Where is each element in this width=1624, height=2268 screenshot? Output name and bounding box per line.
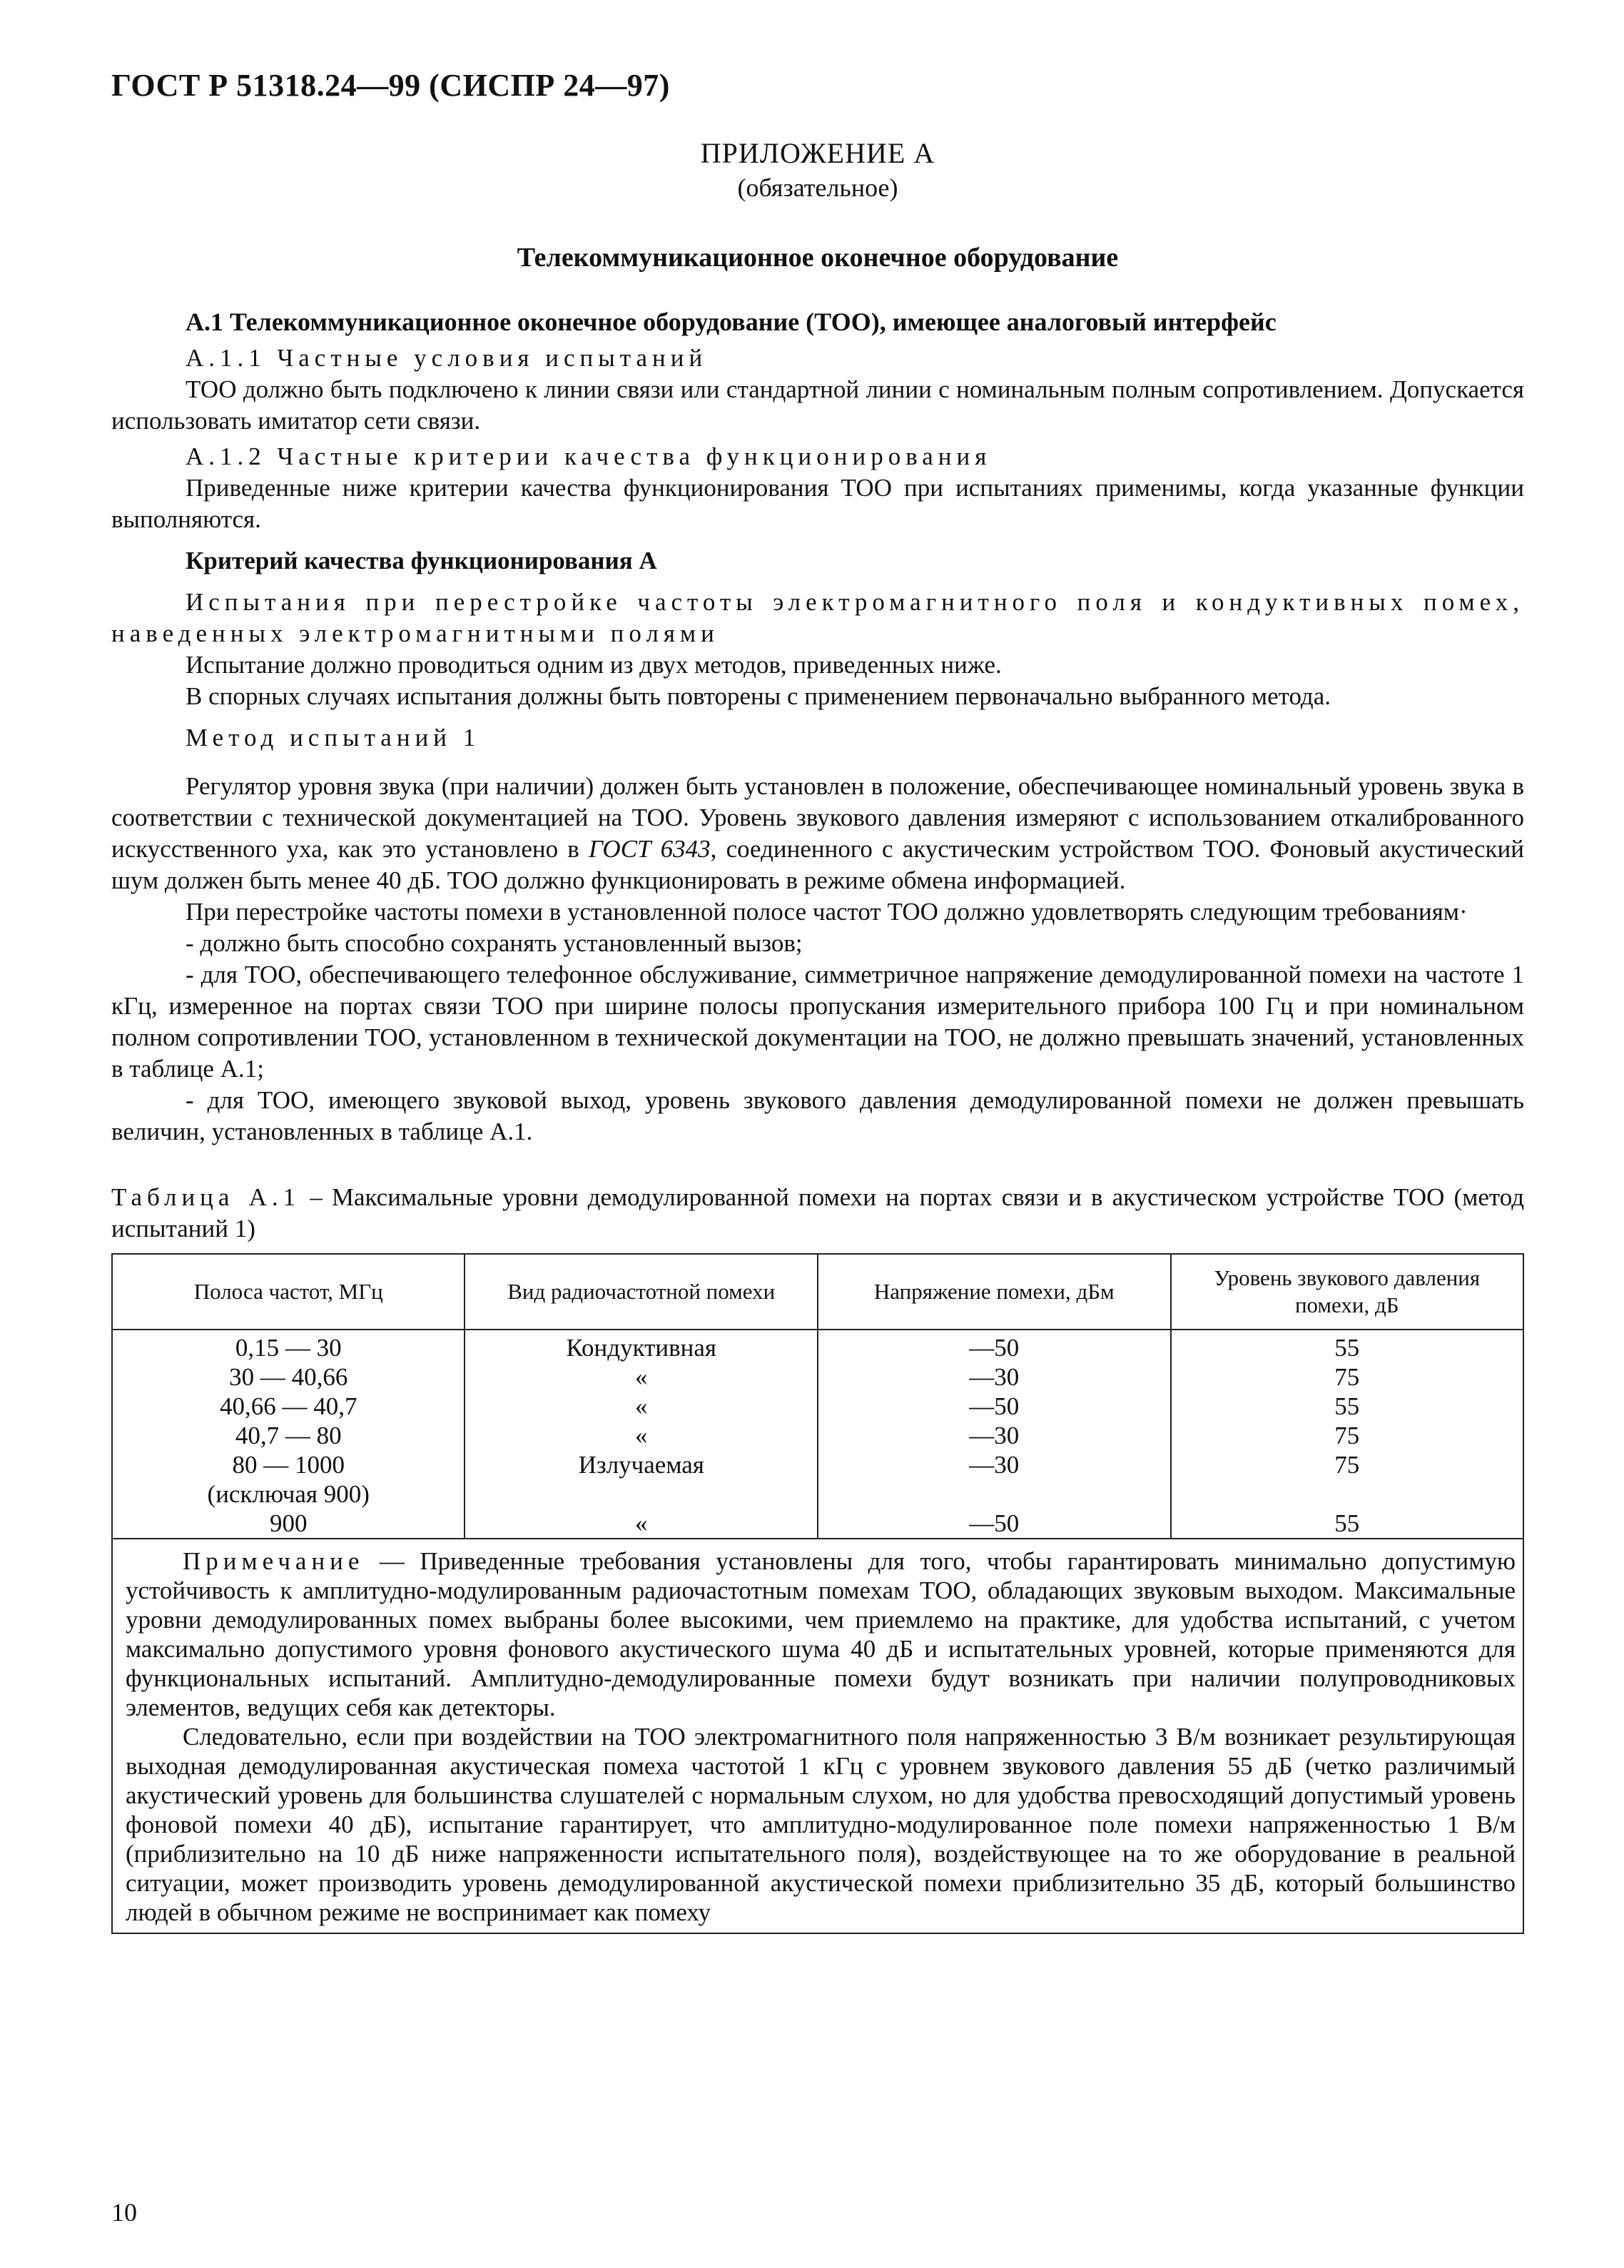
annex-title: ПРИЛОЖЕНИЕ А — [700, 137, 935, 169]
header-voltage: Напряжение помехи, дБм — [818, 1254, 1171, 1330]
note-label: Примечание — [183, 1547, 365, 1575]
method-intro: Испытание должно проводиться одним из двух методов, приведенных ниже. — [186, 651, 1002, 679]
section-a12-heading: А.1.2 Частные критерии качества функционирования — [186, 442, 992, 470]
note-paragraph-1 — [126, 1546, 1516, 1722]
cell-type: « — [465, 1421, 818, 1450]
page-number: 10 — [111, 2198, 137, 2227]
table-note — [112, 1539, 1523, 1933]
cell-type: « — [465, 1509, 818, 1539]
requirement-item: - должно быть способно сохранять установленный вызов; — [186, 929, 803, 957]
cell-sound: 75 — [1171, 1362, 1523, 1392]
table-row — [112, 1421, 1523, 1450]
criterion-heading: Критерий качества функционирования А — [186, 547, 657, 574]
table-row — [112, 1479, 1523, 1509]
cell-type: « — [465, 1392, 818, 1421]
requirement-item: - для ТОО, обеспечивающего телефонное обслуживание, симметричное напряжение демодулированной помехи на частоте 1 кГц, измеренное на портах связи ТОО при ширине полосы пропускания измерительного прибора 100 Гц и при номинальном полном сопротивлении ТОО, установленном в технической документации на ТОО, не должно превышать значений, установленных в таблице А.1; — [111, 961, 1524, 1083]
document-page — [111, 64, 1524, 1934]
table-a1 — [111, 1253, 1524, 1934]
cell-voltage: —30 — [818, 1450, 1171, 1479]
table-caption — [111, 1182, 1524, 1245]
header-frequency-band: Полоса частот, МГц — [112, 1254, 465, 1330]
table-caption-text: – Максимальные уровни демодулированной помехи на портах связи и в акустическом устройстве ТОО (метод испытаний 1) — [111, 1183, 1525, 1242]
cell-frequency: 80 — 1000 — [112, 1450, 465, 1479]
method1-text-a: Регулятор уровня звука (при наличии) должен быть установлен в положение, обеспечивающее номинальный уровень звука в соответствии с технической документацией на ТОО. Уровень звукового давления измеряют с использованием откалиброванного искусственного уха, как это установлено в — [111, 772, 1524, 863]
cell-voltage: —50 — [818, 1509, 1171, 1539]
section-a11-text: ТОО должно быть подключено к линии связи или стандартной линии с номинальным полным сопротивлением. Допускается использовать имитатор сети связи. — [111, 375, 1524, 435]
section-a12-text: Приведенные ниже критерии качества функционирования ТОО при испытаниях применимы, когда указанные функции выполняются. — [111, 474, 1524, 533]
cell-voltage: —30 — [818, 1362, 1171, 1392]
cell-type: Излучаемая — [465, 1450, 818, 1479]
requirements-intro: При перестройке частоты помехи в установленной полосе частот ТОО должно удовлетворять следующим требованиям· — [186, 898, 1468, 926]
method1-text — [111, 771, 1524, 896]
table-row — [112, 1362, 1523, 1392]
section-a11-heading: А.1.1 Частные условия испытаний — [186, 344, 708, 372]
annex-heading: Телекоммуникационное оконечное оборудование — [517, 243, 1119, 273]
cell-frequency: 40,7 — 80 — [112, 1421, 465, 1450]
cell-voltage: —50 — [818, 1392, 1171, 1421]
cell-sound: 55 — [1171, 1392, 1523, 1421]
header-interference-type: Вид радиочастотной помехи — [465, 1254, 818, 1330]
cell-sound — [1171, 1479, 1523, 1509]
cell-type: Кондуктивная — [465, 1330, 818, 1362]
method1-heading: Метод испытаний 1 — [186, 724, 481, 751]
cell-frequency: 40,66 — 40,7 — [112, 1392, 465, 1421]
table-row — [112, 1392, 1523, 1421]
annex-subtitle: (обязательное) — [737, 173, 898, 202]
cell-sound: 55 — [1171, 1330, 1523, 1362]
cell-voltage: —30 — [818, 1421, 1171, 1450]
cell-voltage — [818, 1479, 1171, 1509]
note-text-1: — Приведенные требования установлены для того, чтобы гарантировать минимально допустимую устойчивость к амплитудно-модулированным радиочастотным помехам ТОО, обладающих звуковым выходом. Максимальные уровни демодулированных помех выбраны более высокими, чем приемлемо на практике, для удобства испытаний, с учетом максимально допустимого уровня фонового акустического шума 40 дБ и испытательных уровней, которые применяются для функциональных испытаний. Амплитудно-демодулированные помехи будут возникать при наличии полупроводниковых элементов, ведущих себя как детекторы. — [126, 1547, 1516, 1721]
cell-type: « — [465, 1362, 818, 1392]
note-paragraph-2: Следовательно, если при воздействии на ТОО электромагнитного поля напряженностью 3 В/м возникает результирующая выходная демодулированная акустическая помеха частотой 1 кГц с уровнем звукового давления 55 дБ (четко различимый акустический уровень для большинства слушателей с нормальным слухом, но для удобства превосходящий допустимый уровень фоновой помехи 40 дБ), испытание гарантирует, что амплитудно-модулированное поле помехи напряженностью 1 В/м (приблизительно на 10 дБ ниже напряженности испытательного поля), воздействующее на то же оборудование в реальной ситуации, может производить уровень демодулированной акустической помехи приблизительно 35 дБ, который большинство людей в обычном режиме не воспринимает как помеху — [126, 1723, 1516, 1926]
table-row — [112, 1330, 1523, 1362]
table-caption-label: Таблица А.1 — [111, 1183, 301, 1211]
tests-heading: Испытания при перестройке частоты электромагнитного поля и кондуктивных помех, наведенных электромагнитными полями — [111, 588, 1524, 647]
cell-frequency: (исключая 900) — [112, 1479, 465, 1509]
gost-6343-reference: ГОСТ 6343 — [588, 835, 711, 863]
section-a1-heading: А.1 Телекоммуникационное оконечное оборудование (ТОО), имеющее аналоговый интерфейс — [186, 308, 1277, 336]
cell-type — [465, 1479, 818, 1509]
cell-frequency: 0,15 — 30 — [112, 1330, 465, 1362]
cell-frequency: 900 — [112, 1509, 465, 1539]
cell-voltage: —50 — [818, 1330, 1171, 1362]
cell-sound: 75 — [1171, 1450, 1523, 1479]
document-header: ГОСТ Р 51318.24—99 (СИСПР 24—97) — [111, 68, 670, 103]
table-header-row — [112, 1254, 1523, 1330]
dispute-text: В спорных случаях испытания должны быть повторены с применением первоначально выбранного метода. — [186, 682, 1331, 710]
cell-sound: 55 — [1171, 1509, 1523, 1539]
table-row — [112, 1450, 1523, 1479]
cell-sound: 75 — [1171, 1421, 1523, 1450]
table-note-row — [112, 1539, 1523, 1933]
header-sound-pressure: Уровень звукового давления помехи, дБ — [1171, 1254, 1523, 1330]
cell-frequency: 30 — 40,66 — [112, 1362, 465, 1392]
table-row — [112, 1509, 1523, 1539]
requirement-item: - для ТОО, имеющего звуковой выход, уровень звукового давления демодулированной помехи не должен превышать величин, установленных в таблице А.1. — [111, 1086, 1524, 1145]
method1-text-b: , соединенного с акустическим устройством ТОО. Фоновый акустический шум должен быть менее 40 дБ. ТОО должно функционировать в режиме обмена информацией. — [111, 835, 1524, 894]
